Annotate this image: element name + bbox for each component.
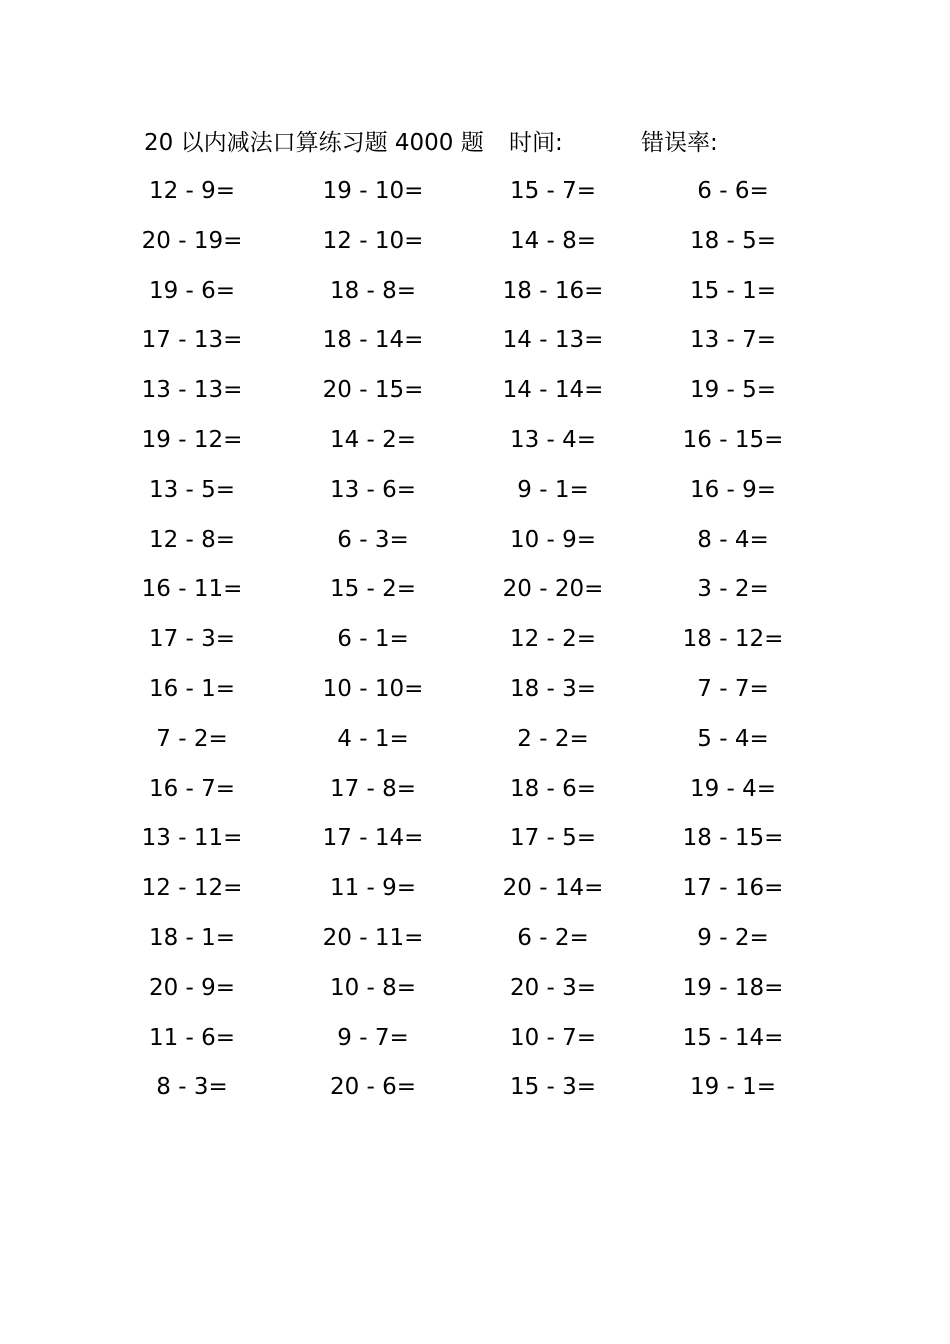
math-problem: 15 - 3= — [509, 1074, 597, 1100]
math-problem: 18 - 6= — [509, 776, 597, 802]
math-problem: 12 - 8= — [148, 527, 236, 553]
math-problem: 10 - 7= — [509, 1025, 597, 1051]
math-problem: 9 - 1= — [517, 477, 589, 503]
math-problem: 11 - 6= — [148, 1025, 236, 1051]
math-problem: 12 - 10= — [322, 228, 424, 254]
math-problem: 14 - 13= — [502, 327, 604, 353]
math-problem: 13 - 11= — [141, 825, 243, 851]
math-problem: 7 - 2= — [156, 726, 228, 752]
math-problem: 10 - 8= — [329, 975, 417, 1001]
math-problem: 16 - 7= — [148, 776, 236, 802]
math-problem: 5 - 4= — [697, 726, 769, 752]
math-problem: 19 - 18= — [682, 975, 784, 1001]
math-problem: 6 - 2= — [517, 925, 589, 951]
math-problem: 19 - 4= — [689, 776, 777, 802]
math-problem: 19 - 6= — [148, 278, 236, 304]
math-problem: 8 - 3= — [156, 1074, 228, 1100]
math-problem: 14 - 2= — [329, 427, 417, 453]
math-problem: 13 - 13= — [141, 377, 243, 403]
math-problem: 13 - 6= — [329, 477, 417, 503]
math-problem: 12 - 9= — [148, 178, 236, 204]
math-problem: 16 - 9= — [689, 477, 777, 503]
math-problem: 16 - 11= — [141, 576, 243, 602]
math-problem: 18 - 1= — [148, 925, 236, 951]
math-problem: 18 - 5= — [689, 228, 777, 254]
math-problem: 20 - 20= — [502, 576, 604, 602]
worksheet-title: 20 以内减法口算练习题 4000 题 — [144, 130, 484, 156]
math-problem: 17 - 14= — [322, 825, 424, 851]
math-problem: 20 - 14= — [502, 875, 604, 901]
math-problem: 17 - 3= — [148, 626, 236, 652]
math-problem: 16 - 15= — [682, 427, 784, 453]
math-problem: 15 - 14= — [682, 1025, 784, 1051]
math-problem: 13 - 7= — [689, 327, 777, 353]
math-problem: 6 - 6= — [697, 178, 769, 204]
math-problem: 18 - 15= — [682, 825, 784, 851]
math-problem: 15 - 1= — [689, 278, 777, 304]
math-problem: 9 - 7= — [337, 1025, 409, 1051]
math-problem: 15 - 7= — [509, 178, 597, 204]
math-problem: 6 - 1= — [337, 626, 409, 652]
math-problem: 17 - 5= — [509, 825, 597, 851]
math-problem: 11 - 9= — [329, 875, 417, 901]
math-problem: 20 - 6= — [329, 1074, 417, 1100]
math-problem: 18 - 12= — [682, 626, 784, 652]
math-problem: 20 - 19= — [141, 228, 243, 254]
math-problem: 4 - 1= — [337, 726, 409, 752]
math-problem: 17 - 16= — [682, 875, 784, 901]
error-rate-label: 错误率: — [641, 130, 718, 156]
math-problem: 18 - 14= — [322, 327, 424, 353]
math-problem: 8 - 4= — [697, 527, 769, 553]
math-problem: 20 - 15= — [322, 377, 424, 403]
math-problem: 13 - 4= — [509, 427, 597, 453]
math-problem: 14 - 14= — [502, 377, 604, 403]
math-problem: 19 - 10= — [322, 178, 424, 204]
math-problem: 19 - 12= — [141, 427, 243, 453]
math-problem: 12 - 2= — [509, 626, 597, 652]
math-problem: 18 - 3= — [509, 676, 597, 702]
math-problem: 10 - 9= — [509, 527, 597, 553]
math-problem: 20 - 11= — [322, 925, 424, 951]
math-problem: 14 - 8= — [509, 228, 597, 254]
math-problem: 3 - 2= — [697, 576, 769, 602]
math-problem: 7 - 7= — [697, 676, 769, 702]
math-problem: 9 - 2= — [697, 925, 769, 951]
math-problem: 17 - 8= — [329, 776, 417, 802]
math-problem: 17 - 13= — [141, 327, 243, 353]
math-problem: 19 - 1= — [689, 1074, 777, 1100]
math-problem: 20 - 9= — [148, 975, 236, 1001]
math-problem: 2 - 2= — [517, 726, 589, 752]
math-problem: 15 - 2= — [329, 576, 417, 602]
time-label: 时间: — [509, 130, 563, 156]
math-problem: 12 - 12= — [141, 875, 243, 901]
math-problem: 18 - 8= — [329, 278, 417, 304]
math-problem: 6 - 3= — [337, 527, 409, 553]
math-problem: 13 - 5= — [148, 477, 236, 503]
math-problem: 20 - 3= — [509, 975, 597, 1001]
math-problem: 18 - 16= — [502, 278, 604, 304]
math-problem: 19 - 5= — [689, 377, 777, 403]
math-problem: 16 - 1= — [148, 676, 236, 702]
math-problem: 10 - 10= — [322, 676, 424, 702]
